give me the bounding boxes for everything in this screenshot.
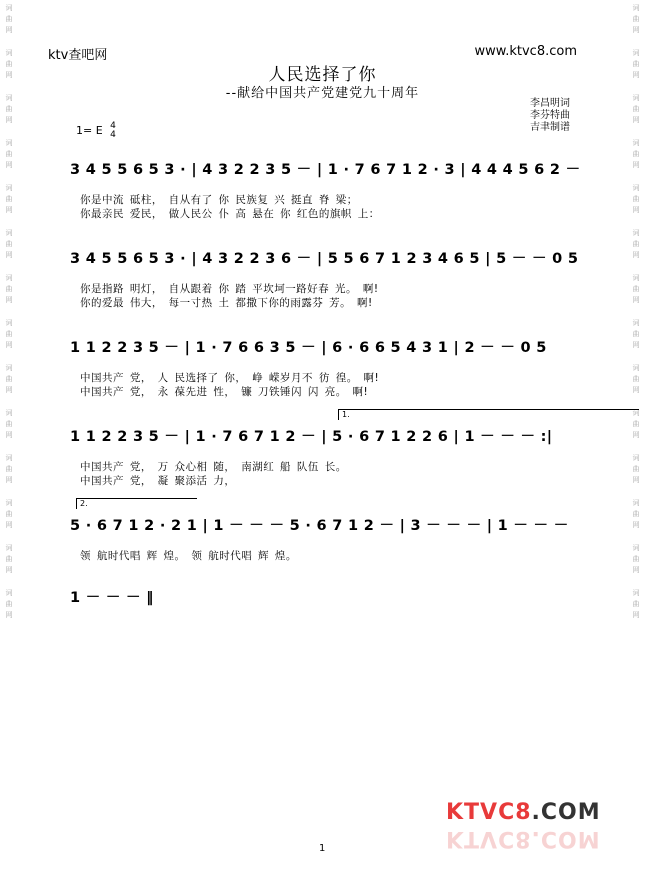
side-watermark-gap: [629, 307, 643, 317]
side-watermark-char: 网: [632, 116, 640, 124]
side-watermark-gap: [2, 532, 16, 542]
side-watermark-char: 曲: [632, 60, 640, 68]
side-watermark-gap: [629, 37, 643, 47]
lyric-verse-1: 中国共产 党， 人 民选择了 你， 峥 嵘岁月不 彷 徨。 啊!: [80, 372, 380, 384]
side-watermark-char: 曲: [5, 555, 13, 563]
side-watermark-char: 曲: [632, 330, 640, 338]
lyric-verse-2: 你的爱最 伟大， 每一寸热 土 都撒下你的雨露芬 芳。 啊!: [80, 297, 373, 309]
side-watermark-char: 网: [632, 431, 640, 439]
side-watermark-char: 曲: [5, 15, 13, 23]
song-title: 人民选择了你: [268, 65, 377, 85]
side-watermark-char: 网: [5, 161, 13, 169]
side-watermark-char: 网: [632, 251, 640, 259]
side-watermark-char: 词: [632, 274, 640, 282]
page-number: 1: [319, 843, 326, 854]
side-watermark-gap: [2, 307, 16, 317]
site-logo: KTVC8.COM: [446, 800, 601, 825]
side-watermark-gap: [629, 442, 643, 452]
side-watermark-char: 网: [5, 611, 13, 619]
side-watermark-char: 词: [632, 139, 640, 147]
side-watermark-char: 词: [632, 454, 640, 462]
side-watermark-char: 网: [5, 566, 13, 574]
side-watermark-char: 词: [5, 49, 13, 57]
side-watermark-char: 网: [5, 71, 13, 79]
side-watermark-char: 曲: [5, 330, 13, 338]
side-watermark-char: 曲: [5, 285, 13, 293]
side-watermark-char: 网: [5, 251, 13, 259]
side-watermark-char: 曲: [632, 150, 640, 158]
side-watermark-char: 网: [5, 26, 13, 34]
side-watermark-char: 词: [5, 229, 13, 237]
side-watermark-gap: [2, 37, 16, 47]
side-watermark-gap: [2, 397, 16, 407]
side-watermark-char: 网: [5, 116, 13, 124]
side-watermark-gap: [2, 217, 16, 227]
side-watermark-char: 网: [5, 521, 13, 529]
side-watermark-char: 网: [5, 341, 13, 349]
side-watermark-char: 曲: [632, 465, 640, 473]
side-watermark-char: 网: [632, 71, 640, 79]
side-watermark-char: 曲: [632, 420, 640, 428]
side-watermark-gap: [629, 127, 643, 137]
side-watermark-gap: [629, 487, 643, 497]
notation-line: 3 4 5 5 6 5 3 · | 4 3 2 2 3 6 － | 5 5 6 7 1 2 3 4 6 5 | 5 － － 0 5: [70, 251, 579, 267]
time-signature-top: 4: [110, 121, 116, 131]
side-watermark-char: 曲: [632, 105, 640, 113]
side-watermark-gap: [629, 262, 643, 272]
side-watermark-gap: [2, 172, 16, 182]
side-watermark-char: 网: [5, 431, 13, 439]
side-watermark-gap: [2, 622, 16, 632]
side-watermark-char: 网: [632, 386, 640, 394]
side-watermark-char: 词: [632, 94, 640, 102]
side-watermark-gap: [2, 577, 16, 587]
side-watermark-char: 网: [632, 206, 640, 214]
side-watermark-char: 词: [5, 499, 13, 507]
side-watermark-gap: [2, 127, 16, 137]
side-watermark-gap: [629, 172, 643, 182]
side-watermark-right: [629, 0, 643, 895]
time-signature-bottom: 4: [110, 130, 116, 140]
side-watermark-gap: [629, 577, 643, 587]
side-watermark-char: 词: [5, 139, 13, 147]
side-watermark-char: 曲: [5, 600, 13, 608]
side-watermark-gap: [629, 622, 643, 632]
volta-bracket-2: 2.: [76, 498, 197, 509]
side-watermark-char: 网: [632, 566, 640, 574]
lyricist-credit: 李昌明词: [530, 98, 570, 109]
lyric-verse-2: 你最亲民 爱民， 做人民公 仆 高 悬在 你 红色的旗帜 上：: [80, 208, 380, 220]
side-watermark-char: 词: [632, 499, 640, 507]
side-watermark-char: 网: [632, 476, 640, 484]
side-watermark-char: 网: [632, 611, 640, 619]
side-watermark-char: 曲: [632, 600, 640, 608]
site-logo-reflection: KTVC8.COM: [446, 826, 601, 851]
side-watermark-char: 曲: [5, 105, 13, 113]
side-watermark-char: 曲: [5, 150, 13, 158]
side-watermark-char: 曲: [632, 240, 640, 248]
lyric-verse-1: 中国共产 党， 万 众心相 随， 南湖红 船 队伍 长。: [80, 461, 347, 473]
side-watermark-char: 曲: [5, 375, 13, 383]
side-watermark-char: 曲: [632, 375, 640, 383]
song-subtitle: --献给中国共产党建党九十周年: [225, 86, 420, 101]
side-watermark-char: 曲: [5, 465, 13, 473]
side-watermark-char: 曲: [632, 285, 640, 293]
side-watermark-char: 词: [5, 544, 13, 552]
side-watermark-gap: [2, 352, 16, 362]
source-site-url[interactable]: www.ktvc8.com: [474, 44, 577, 59]
side-watermark-gap: [629, 352, 643, 362]
key-label: 1= E: [76, 124, 103, 137]
side-watermark-char: 词: [5, 589, 13, 597]
side-watermark-char: 曲: [632, 15, 640, 23]
lyric-verse-1: 领 航时代唱 辉 煌。 领 航时代唱 辉 煌。: [80, 550, 297, 562]
notation-line: 1 － － － ‖: [70, 590, 154, 606]
lyric-verse-1: 你是中流 砥柱， 自从有了 你 民族复 兴 挺直 脊 梁；: [80, 194, 358, 206]
side-watermark-char: 词: [632, 409, 640, 417]
side-watermark-char: 网: [632, 161, 640, 169]
side-watermark-gap: [2, 442, 16, 452]
side-watermark-char: 词: [5, 94, 13, 102]
credits: [530, 98, 570, 134]
side-watermark-char: 词: [5, 409, 13, 417]
side-watermark-char: 词: [5, 274, 13, 282]
side-watermark-char: 网: [5, 476, 13, 484]
notation-line: 3 4 5 5 6 5 3 · | 4 3 2 2 3 5 － | 1 · 7 6 7 1 2 · 3 | 4 4 4 5 6 2 －: [70, 162, 581, 178]
volta-bracket-1: 1.: [338, 409, 639, 420]
side-watermark-char: 词: [632, 49, 640, 57]
side-watermark-char: 词: [5, 4, 13, 12]
side-watermark-char: 曲: [632, 510, 640, 518]
lyric-verse-2: 中国共产 党， 永 葆先进 性， 镰 刀铁锤闪 闪 亮。 啊!: [80, 386, 369, 398]
notation-line: 1 1 2 2 3 5 － | 1 · 7 6 7 1 2 － | 5 · 6 7 1 2 2 6 | 1 － － － :|: [70, 429, 553, 445]
time-signature: [110, 122, 116, 140]
side-watermark-char: 词: [632, 589, 640, 597]
notation-line: 5 · 6 7 1 2 · 2 1 | 1 － － － 5 · 6 7 1 2 － | 3 － － － | 1 － － －: [70, 518, 569, 534]
side-watermark-char: 词: [5, 364, 13, 372]
side-watermark-char: 词: [632, 229, 640, 237]
side-watermark-char: 词: [632, 364, 640, 372]
key-signature: [76, 122, 116, 140]
composer-credit: 李芬特曲: [530, 110, 570, 121]
lyric-verse-2: 中国共产 党， 凝 聚添活 力，: [80, 475, 236, 487]
side-watermark-gap: [2, 487, 16, 497]
side-watermark-char: 词: [632, 4, 640, 12]
side-watermark-char: 词: [632, 319, 640, 327]
side-watermark-char: 曲: [632, 195, 640, 203]
notation-line: 1 1 2 2 3 5 － | 1 · 7 6 6 3 5 － | 6 · 6 6 5 4 3 1 | 2 － － 0 5: [70, 340, 547, 356]
side-watermark-char: 词: [632, 184, 640, 192]
side-watermark-gap: [629, 532, 643, 542]
side-watermark-char: 曲: [5, 510, 13, 518]
side-watermark-char: 词: [5, 184, 13, 192]
side-watermark-gap: [629, 217, 643, 227]
side-watermark-left: [2, 0, 16, 895]
side-watermark-char: 曲: [5, 240, 13, 248]
side-watermark-char: 网: [5, 296, 13, 304]
side-watermark-char: 网: [632, 26, 640, 34]
side-watermark-char: 曲: [5, 420, 13, 428]
side-watermark-char: 网: [632, 296, 640, 304]
side-watermark-char: 曲: [5, 60, 13, 68]
side-watermark-char: 词: [5, 454, 13, 462]
side-watermark-char: 词: [5, 319, 13, 327]
source-site-name: ktv查吧网: [48, 48, 108, 63]
side-watermark-char: 网: [632, 341, 640, 349]
side-watermark-char: 网: [632, 521, 640, 529]
side-watermark-char: 词: [632, 544, 640, 552]
lyric-verse-1: 你是指路 明灯， 自从跟着 你 踏 平坎坷一路好春 光。 啊!: [80, 283, 379, 295]
side-watermark-char: 曲: [632, 555, 640, 563]
side-watermark-char: 网: [5, 206, 13, 214]
engraver-credit: 吉聿制谱: [530, 122, 570, 133]
side-watermark-char: 网: [5, 386, 13, 394]
side-watermark-gap: [2, 262, 16, 272]
side-watermark-char: 曲: [5, 195, 13, 203]
side-watermark-gap: [629, 397, 643, 407]
